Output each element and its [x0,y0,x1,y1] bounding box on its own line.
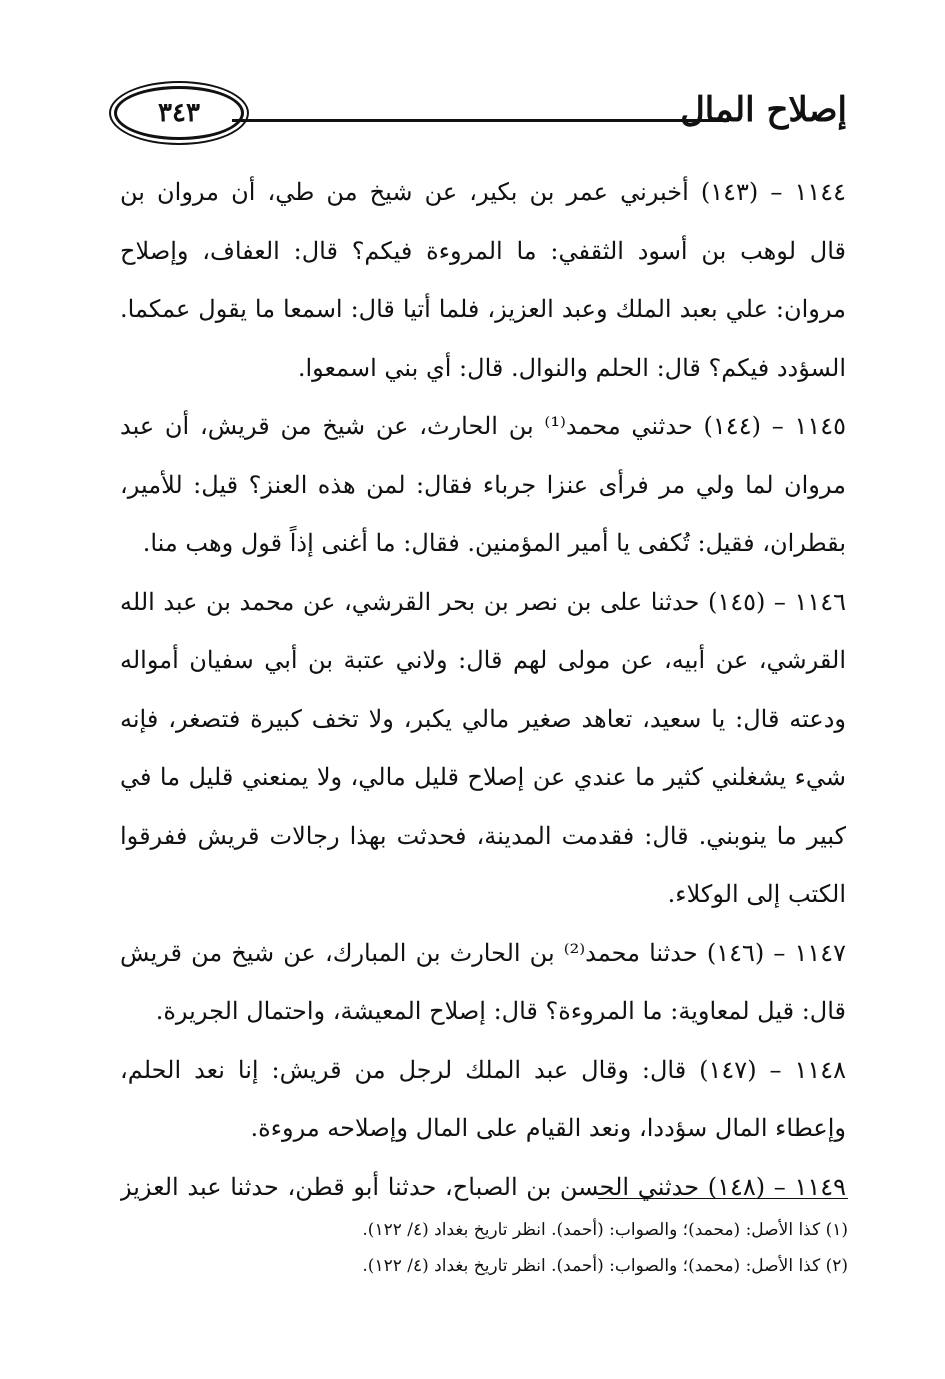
page-header [112,82,847,150]
page-number: ٣٤٣ [158,98,200,128]
text-line: الكتب إلى الوكلاء. [667,880,846,908]
text-line: ١١٤٤ – (١٤٣) أخبرني عمر بن بكير، عن شيخ من طي، أن مروان بن [120,178,846,206]
text-line: قال: قيل لمعاوية: ما المروءة؟ قال: إصلاح المعيشة، واحتمال الجريرة. [155,997,846,1025]
main-text [120,163,846,1216]
text-line: ١١٤٦ – (١٤٥) حدثنا على بن نصر بن بحر القرشي، عن محمد بن عبد الله [120,587,846,616]
text-line: مروان لما ولي مر فرأى عنزا جرباء فقال: لمن هذه العنز؟ قيل: للأمير، [120,470,846,499]
header-rule [232,119,729,122]
text-line: قال لوهب بن أسود الثقفي: ما المروءة فيكم؟ قال: العفاف، وإصلاح [120,236,846,265]
text-line: ودعته قال: يا سعيد، تعاهد صغير مالي يكبر، ولا تخف كبيرة فتصغر، فإنه [120,704,846,733]
footnotes [300,1212,848,1284]
page-number-badge [114,86,244,140]
text-line: ١١٤٨ – (١٤٧) قال: وقال عبد الملك لرجل من قريش: إنا نعد الحلم، [120,1055,846,1084]
footnote-separator [598,1198,848,1199]
text-line: مروان: علي بعبد الملك وعبد العزيز، فلما أتيا قال: اسمعا ما يقول عمكما. [120,295,846,323]
text-line: ١١٤٧ – (١٤٦) حدثنا محمد⁽²⁾ بن الحارث بن المبارك، عن شيخ من قريش [120,938,846,967]
text-line: بقطران، فقيل: تُكفى يا أمير المؤمنين. فقال: ما أغنى إذاً قول وهب منا. [142,529,846,557]
footnote-2: (٢) كذا الأصل: (محمد)؛ والصواب: (أحمد). انظر تاريخ بغداد (٤/ ١٢٢). [362,1256,848,1276]
text-line: شيء يشغلني كثير ما عندي عن إصلاح قليل مالي، ولا يمنعني قليل ما في [120,763,846,791]
text-line: كبير ما ينوبني. قال: فقدمت المدينة، فحدثت بهذا رجالات قريش ففرقوا [120,821,846,850]
text-line: السؤدد فيكم؟ قال: الحلم والنوال. قال: أي بني اسمعوا. [297,353,846,382]
text-line: ١١٤٩ – (١٤٨) حدثني الحسن بن الصباح، حدثنا أبو قطن، حدثنا عبد العزيز [120,1172,846,1201]
text-line: القرشي، عن أبيه، عن مولى لهم قال: ولاني عتبة بن أبي سفيان أمواله [120,646,846,674]
text-line: وإعطاء المال سؤددا، ونعد القيام على المال وإصلاحه مروءة. [250,1114,846,1142]
running-title: إصلاح المال [680,90,847,130]
text-line: ١١٤٥ – (١٤٤) حدثني محمد⁽¹⁾ بن الحارث، عن شيخ من قريش، أن عبد [120,412,846,440]
footnote-1: (١) كذا الأصل: (محمد)؛ والصواب: (أحمد). انظر تاريخ بغداد (٤/ ١٢٢). [362,1220,848,1240]
